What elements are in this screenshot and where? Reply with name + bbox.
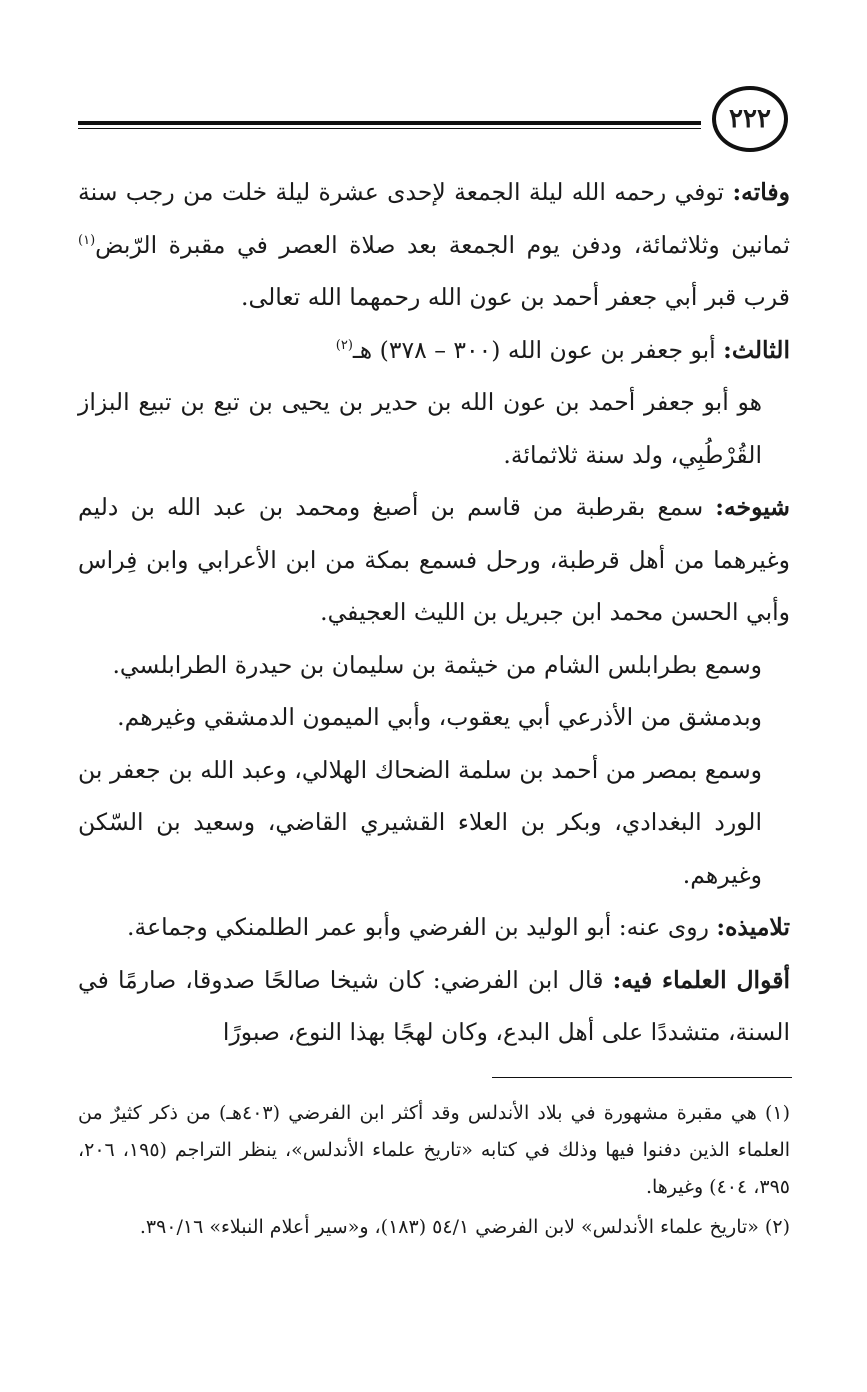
text-shuyukh: سمع بقرطبة من قاسم بن أصبغ ومحمد بن عبد الله بن دليم وغيرهما من أهل قرطبة، ورحل فسمع بمكة من ابن الأعرابي وابن فِراس وأبي الحسن محمد ابن جبريل بن الليث العجيفي. (78, 493, 790, 626)
text-wafat-b: قرب قبر أبي جعفر أحمد بن عون الله رحمهما الله تعالى. (241, 283, 790, 311)
paragraph-misr: وسمع بمصر من أحمد بن سلمة الضحاك الهلالي، وعبد الله بن جعفر بن الورد البغدادي، وبكر بن العلاء القشيري القاضي، وسعيد بن السّكن وغيرهم. (78, 755, 762, 889)
header-rule (78, 121, 701, 129)
heading-aqwal: أقوال العلماء فيه: (612, 965, 790, 994)
heading-talamidh: تلاميذه: (716, 913, 790, 941)
text-third: أبو جعفر بن عون الله (٣٠٠ – ٣٧٨) هـ (352, 335, 724, 364)
heading-shuyukh: شيوخه: (715, 493, 790, 521)
paragraph-talamidh (78, 901, 790, 954)
paragraph-third (78, 324, 790, 377)
footnote-2: (٢) «تاريخ علماء الأندلس» لابن الفرضي ٥٤/١ (١٨٣)، و«سير أعلام النبلاء» ٣٩٠/١٦. (139, 1216, 790, 1238)
text-talamidh: روى عنه: أبو الوليد بن الفرضي وأبو عمر الطلمنكي وجماعة. (127, 913, 717, 941)
paragraph-bio: هو أبو جعفر أحمد بن عون الله بن حدير بن يحيى بن تبع بن تبيع البزاز القُرْطُبِي، ولد سنة ثلاثمائة. (78, 388, 762, 469)
page-header (78, 84, 796, 164)
header-rule-thick (78, 121, 701, 125)
heading-third: الثالث: (723, 335, 790, 364)
heading-wafat: وفاته: (732, 178, 790, 206)
paragraph-tarabulus: وسمع بطرابلس الشام من خيثمة بن سليمان بن حيدرة الطرابلسي. (112, 650, 762, 679)
page-number: ٢٢٢ (712, 86, 788, 152)
paragraph-wafat (78, 166, 790, 324)
footnotes (78, 1095, 790, 1249)
text-wafat-a: توفي رحمه الله ليلة الجمعة لإحدى عشرة ليلة خلت من رجب سنة ثمانين وثلاثمائة، ودفن يوم الجمعة بعد صلاة العصر في مقبرة الرّبض (78, 178, 790, 259)
header-rule-thin (78, 128, 701, 129)
footnote-1: (١) هي مقبرة مشهورة في بلاد الأندلس وقد أكثر ابن الفرضي (٤٠٣هـ) من ذكر كثيرٌ من العلماء الذين دفنوا فيها وذلك في كتابه «تاريخ علماء الأندلس»، ينظر التراجم (١٩٥، ٢٠٦، ٣٩٥، ٤٠٤) وغيرها. (78, 1102, 791, 1198)
paragraph-shuyukh (78, 481, 790, 639)
paragraph-dimashq: وبدمشق من الأذرعي أبي يعقوب، وأبي الميمون الدمشقي وغيرهم. (117, 703, 762, 731)
footnote-ref-1[interactable]: (١) (78, 232, 96, 248)
paragraph-aqwal (78, 954, 790, 1059)
main-text (78, 166, 790, 1059)
footnote-separator (492, 1077, 792, 1078)
footnote-ref-2[interactable]: (٢) (335, 337, 353, 353)
text-aqwal: قال ابن الفرضي: كان شيخا صالحًا صدوقا، صارمًا في السنة، متشددًا على أهل البدع، وكان لهجًا بهذا النوع، صبورًا (78, 965, 790, 1046)
